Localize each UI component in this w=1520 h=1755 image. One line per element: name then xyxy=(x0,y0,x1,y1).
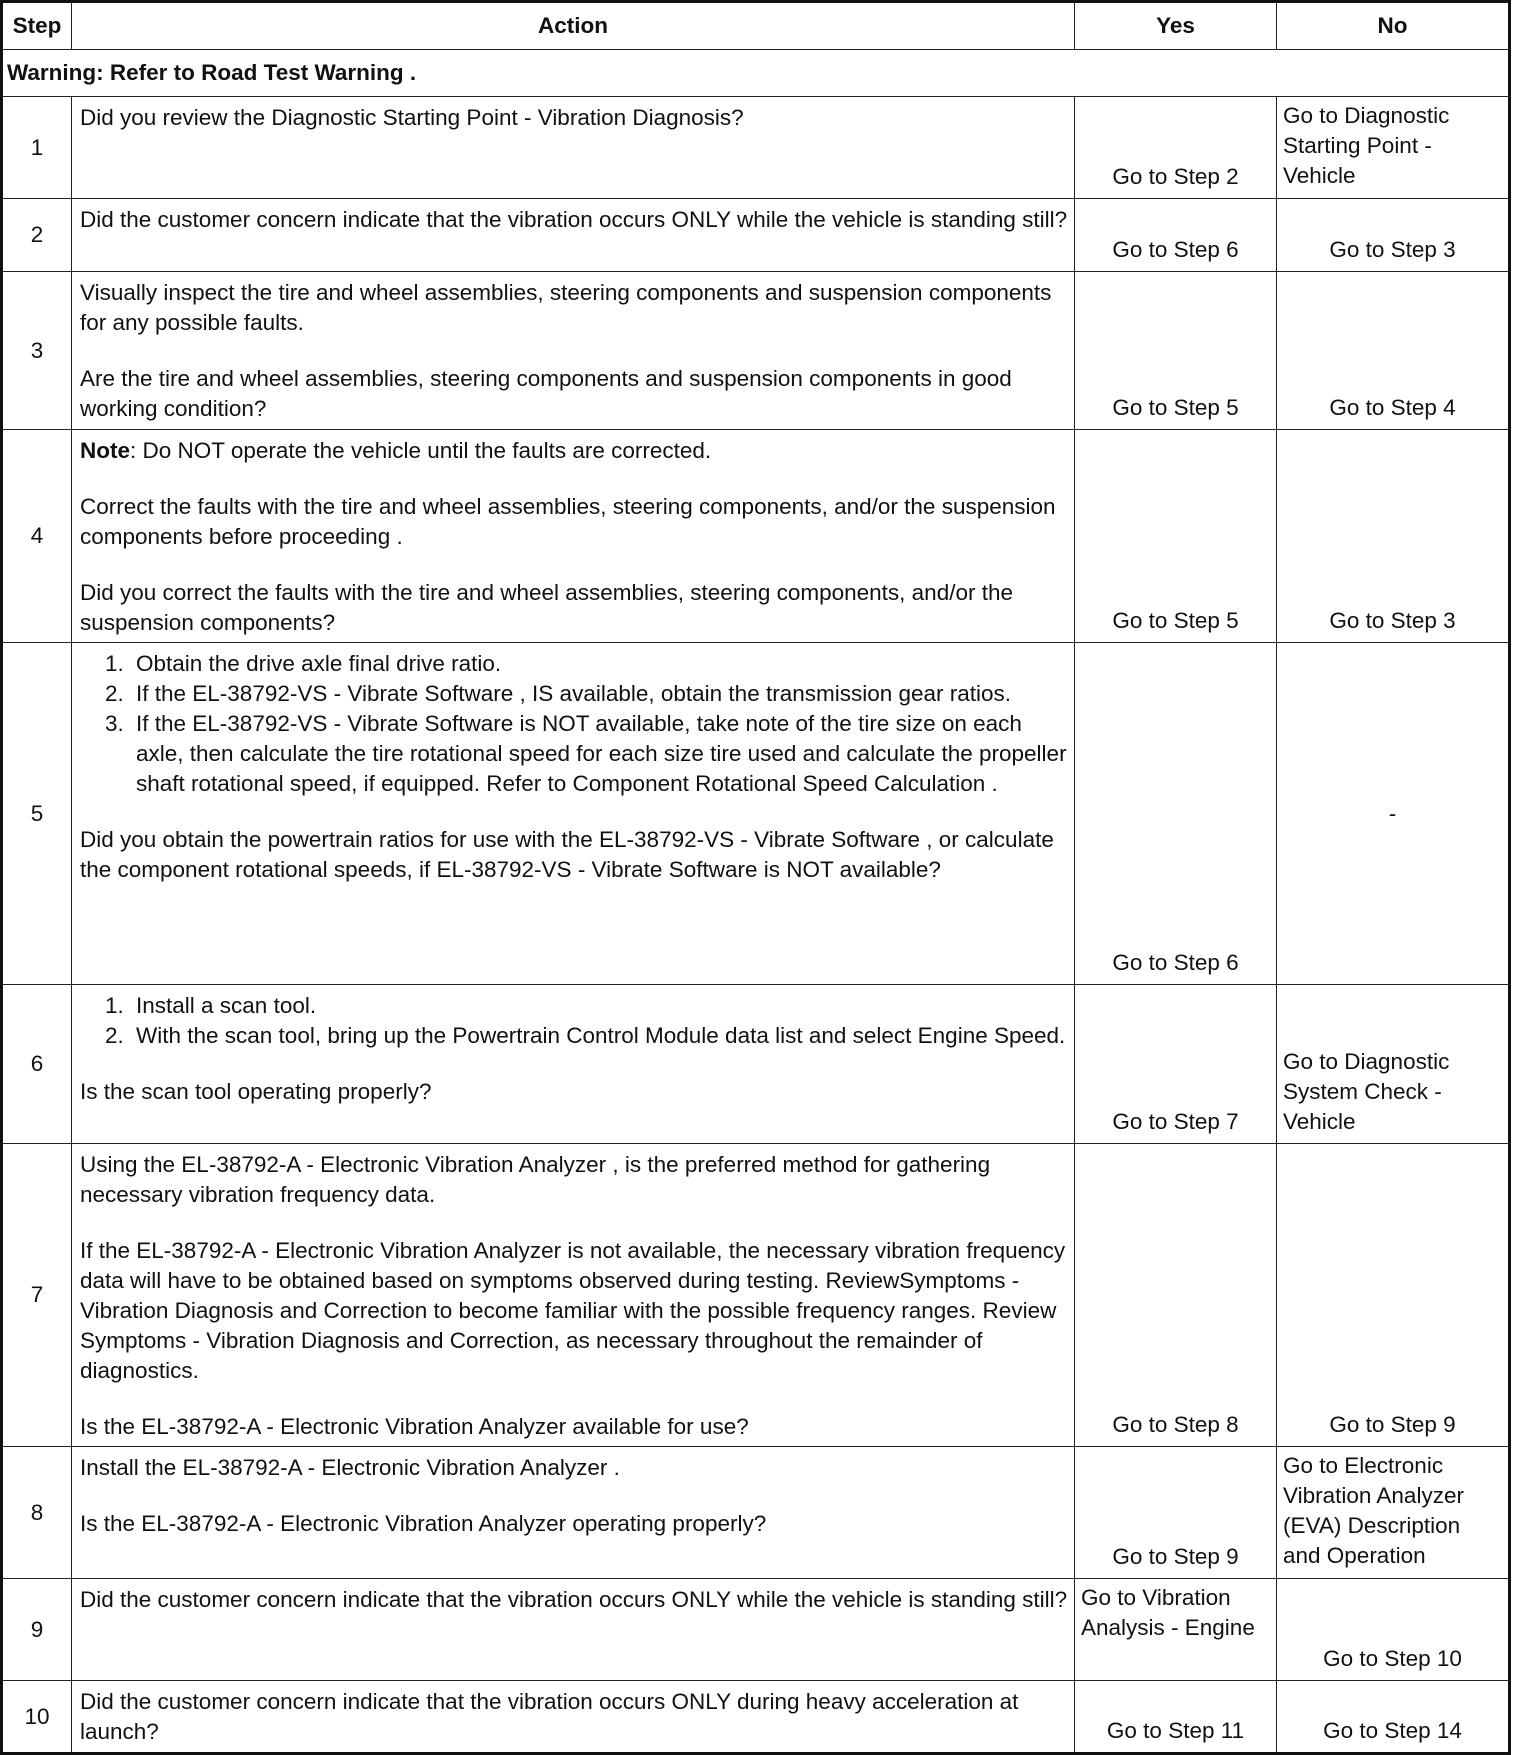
action-text: Visually inspect the tire and wheel assemblies, steering components and suspension components for any possible faults. xyxy=(80,280,1052,335)
table-row xyxy=(2,199,1510,272)
action-cell xyxy=(72,1447,1075,1579)
table-row xyxy=(2,1681,1510,1754)
action-question: Is the EL-38792-A - Electronic Vibration Analyzer operating properly? xyxy=(80,1511,767,1536)
action-cell xyxy=(72,430,1075,643)
no-cell: Go to Electronic Vibration Analyzer (EVA) Description and Operation xyxy=(1277,1447,1510,1579)
yes-cell: Go to Step 2 xyxy=(1075,97,1277,199)
action-question: Did you correct the faults with the tire and wheel assemblies, steering components, and/or the suspension components? xyxy=(80,580,1013,635)
no-cell: Go to Step 10 xyxy=(1277,1579,1510,1681)
table-row xyxy=(2,1579,1510,1681)
header-action: Action xyxy=(72,2,1075,50)
action-cell xyxy=(72,97,1075,199)
no-cell: - xyxy=(1277,643,1510,985)
yes-cell: Go to Step 5 xyxy=(1075,272,1277,430)
yes-cell: Go to Vibration Analysis - Engine xyxy=(1075,1579,1277,1681)
action-cell xyxy=(72,1144,1075,1447)
step-number: 8 xyxy=(2,1447,72,1579)
action-cell xyxy=(72,1579,1075,1681)
list-item: 2. If the EL-38792-VS - Vibrate Software , IS available, obtain the transmission gear ratios. xyxy=(130,679,1068,709)
action-text: Did the customer concern indicate that the vibration occurs ONLY during heavy acceleration at launch? xyxy=(80,1689,1019,1744)
step-number: 10 xyxy=(2,1681,72,1754)
action-question: Is the EL-38792-A - Electronic Vibration Analyzer available for use? xyxy=(80,1414,749,1439)
warning-row xyxy=(2,50,1510,97)
table-row xyxy=(2,430,1510,643)
header-step: Step xyxy=(2,2,72,50)
action-text: Using the EL-38792-A - Electronic Vibration Analyzer , is the preferred method for gathering necessary vibration frequency data. xyxy=(80,1152,991,1207)
warning-text: Warning: Refer to Road Test Warning . xyxy=(2,50,1510,97)
action-list xyxy=(80,991,1068,1051)
note-text: : Do NOT operate the vehicle until the faults are corrected. xyxy=(130,438,712,463)
action-cell xyxy=(72,1681,1075,1754)
no-cell: Go to Diagnostic System Check - Vehicle xyxy=(1277,985,1510,1144)
action-cell xyxy=(72,272,1075,430)
action-question: Is the scan tool operating properly? xyxy=(80,1079,432,1104)
note-label: Note xyxy=(80,438,130,463)
action-text: Did you review the Diagnostic Starting Point - Vibration Diagnosis? xyxy=(80,105,744,130)
action-question: Are the tire and wheel assemblies, steering components and suspension components in good working condition? xyxy=(80,366,1012,421)
step-number: 7 xyxy=(2,1144,72,1447)
step-number: 4 xyxy=(2,430,72,643)
yes-cell: Go to Step 9 xyxy=(1075,1447,1277,1579)
note-paragraph xyxy=(80,436,1068,466)
table-row xyxy=(2,97,1510,199)
no-cell: Go to Step 14 xyxy=(1277,1681,1510,1754)
no-cell: Go to Step 9 xyxy=(1277,1144,1510,1447)
header-row xyxy=(2,2,1510,50)
no-cell: Go to Step 3 xyxy=(1277,199,1510,272)
yes-cell: Go to Step 6 xyxy=(1075,643,1277,985)
no-cell: Go to Diagnostic Starting Point - Vehicle xyxy=(1277,97,1510,199)
list-item: 1. Install a scan tool. xyxy=(130,991,1068,1021)
action-text: If the EL-38792-A - Electronic Vibration Analyzer is not available, the necessary vibration frequency data will have to be obtained based on symptoms observed during testing. ReviewSymptoms - Vibration Diagnosis and Correction to become familiar with the possible frequency ranges. Review Symptoms - Vibration Diagnosis and Correction, as necessary throughout the remainder of diagnostics. xyxy=(80,1238,1066,1383)
action-text: Correct the faults with the tire and wheel assemblies, steering components, and/or the suspension components before proceeding . xyxy=(80,494,1056,549)
table-row xyxy=(2,272,1510,430)
yes-cell: Go to Step 7 xyxy=(1075,985,1277,1144)
header-yes: Yes xyxy=(1075,2,1277,50)
step-number: 5 xyxy=(2,643,72,985)
list-item: 1. Obtain the drive axle final drive ratio. xyxy=(130,649,1068,679)
header-no: No xyxy=(1277,2,1510,50)
action-cell xyxy=(72,199,1075,272)
step-number: 2 xyxy=(2,199,72,272)
action-text: Did the customer concern indicate that the vibration occurs ONLY while the vehicle is standing still? xyxy=(80,207,1068,232)
list-item: 3. If the EL-38792-VS - Vibrate Software is NOT available, take note of the tire size on each axle, then calculate the tire rotational speed for each size tire used and calculate the propeller shaft rotational speed, if equipped. Refer to Component Rotational Speed Calculation . xyxy=(130,709,1068,799)
list-item: 2. With the scan tool, bring up the Powertrain Control Module data list and select Engine Speed. xyxy=(130,1021,1068,1051)
action-list xyxy=(80,649,1068,799)
action-text: Did the customer concern indicate that the vibration occurs ONLY while the vehicle is standing still? xyxy=(80,1587,1068,1612)
step-number: 1 xyxy=(2,97,72,199)
step-number: 3 xyxy=(2,272,72,430)
yes-cell: Go to Step 5 xyxy=(1075,430,1277,643)
action-text: Install the EL-38792-A - Electronic Vibration Analyzer . xyxy=(80,1455,620,1480)
table-row xyxy=(2,1144,1510,1447)
action-cell xyxy=(72,643,1075,985)
table-row xyxy=(2,1447,1510,1579)
action-cell xyxy=(72,985,1075,1144)
yes-cell: Go to Step 11 xyxy=(1075,1681,1277,1754)
table-row xyxy=(2,643,1510,985)
table-row xyxy=(2,985,1510,1144)
action-question: Did you obtain the powertrain ratios for use with the EL-38792-VS - Vibrate Software , or calculate the component rotational speeds, if EL-38792-VS - Vibrate Software is NOT available? xyxy=(80,827,1054,882)
yes-cell: Go to Step 8 xyxy=(1075,1144,1277,1447)
no-cell: Go to Step 4 xyxy=(1277,272,1510,430)
step-number: 6 xyxy=(2,985,72,1144)
step-number: 9 xyxy=(2,1579,72,1681)
no-cell: Go to Step 3 xyxy=(1277,430,1510,643)
yes-cell: Go to Step 6 xyxy=(1075,199,1277,272)
